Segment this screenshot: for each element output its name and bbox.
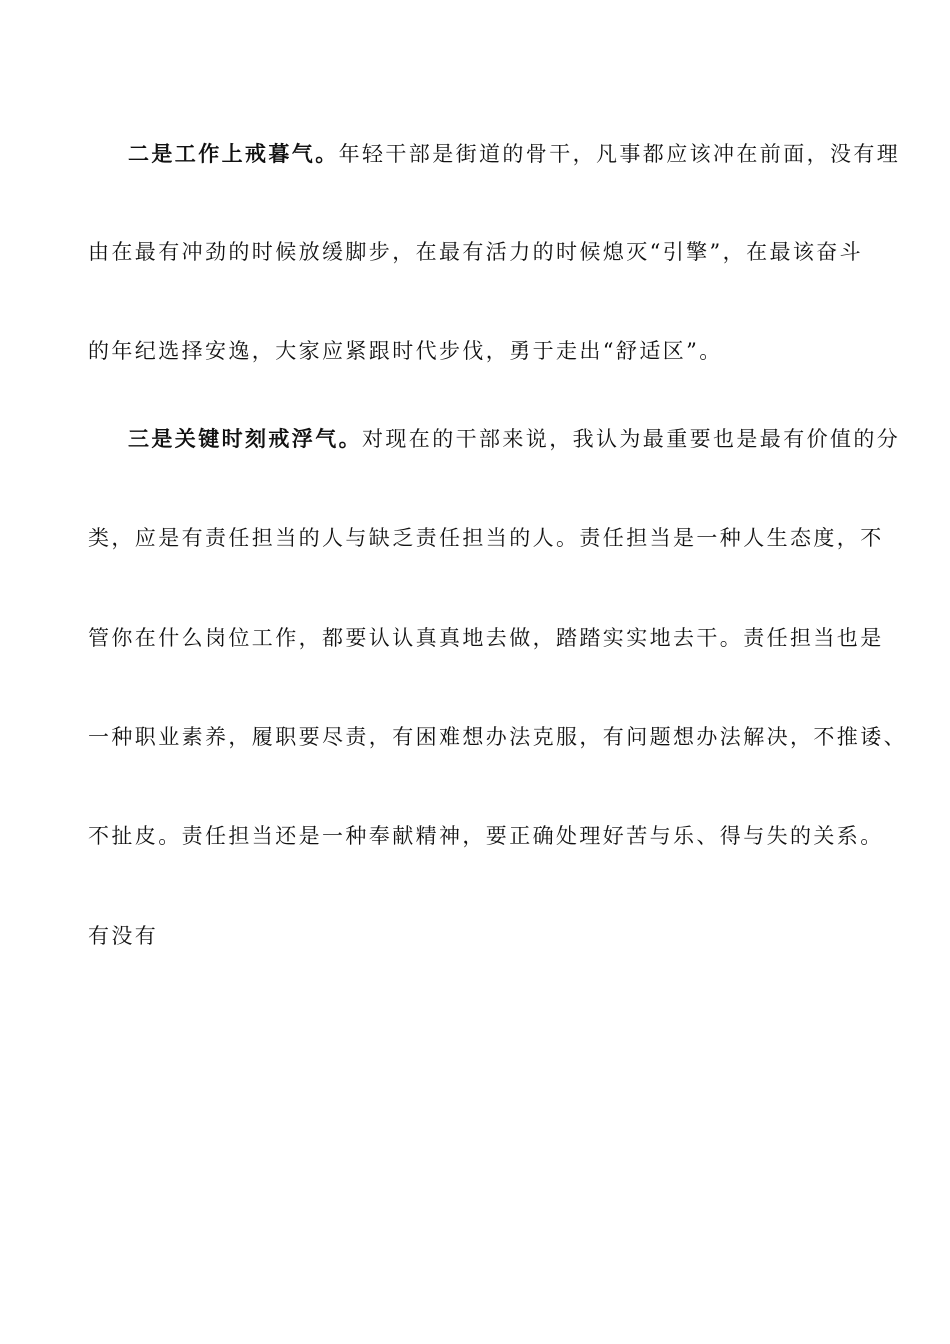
paragraph-1-line-2: 由在最有冲劲的时候放缓脚步，在最有活力的时候熄灭“引擎”，在最该奋斗 (88, 240, 864, 264)
paragraph-1-text: 年轻干部是街道的骨干，凡事都应该冲在前面，没有理 (338, 142, 901, 166)
paragraph-1-line-1 (128, 140, 901, 168)
paragraph-2-line-1 (128, 425, 901, 453)
paragraph-1-heading: 二是工作上戒暮气。 (128, 141, 339, 166)
paragraph-2-text: 对现在的干部来说，我认为最重要也是最有价值的分 (362, 427, 901, 451)
paragraph-2-line-5: 不扯皮。责任担当还是一种奉献精神，要正确处理好苦与乐、得与失的关系。 (88, 824, 884, 848)
paragraph-2-line-4: 一种职业素养，履职要尽责，有困难想办法克服，有问题想办法解决，不推诿、 (88, 725, 907, 749)
paragraph-2-line-2: 类，应是有责任担当的人与缺乏责任担当的人。责任担当是一种人生态度，不 (88, 526, 884, 550)
paragraph-1-line-3: 的年纪选择安逸，大家应紧跟时代步伐，勇于走出“舒适区”。 (88, 339, 723, 363)
trailing-text: 有没有 (88, 924, 159, 948)
paragraph-2-heading: 三是关键时刻戒浮气。 (128, 426, 362, 451)
paragraph-2-line-3: 管你在什么岗位工作，都要认认真真地去做，踏踏实实地去干。责任担当也是 (88, 626, 884, 650)
